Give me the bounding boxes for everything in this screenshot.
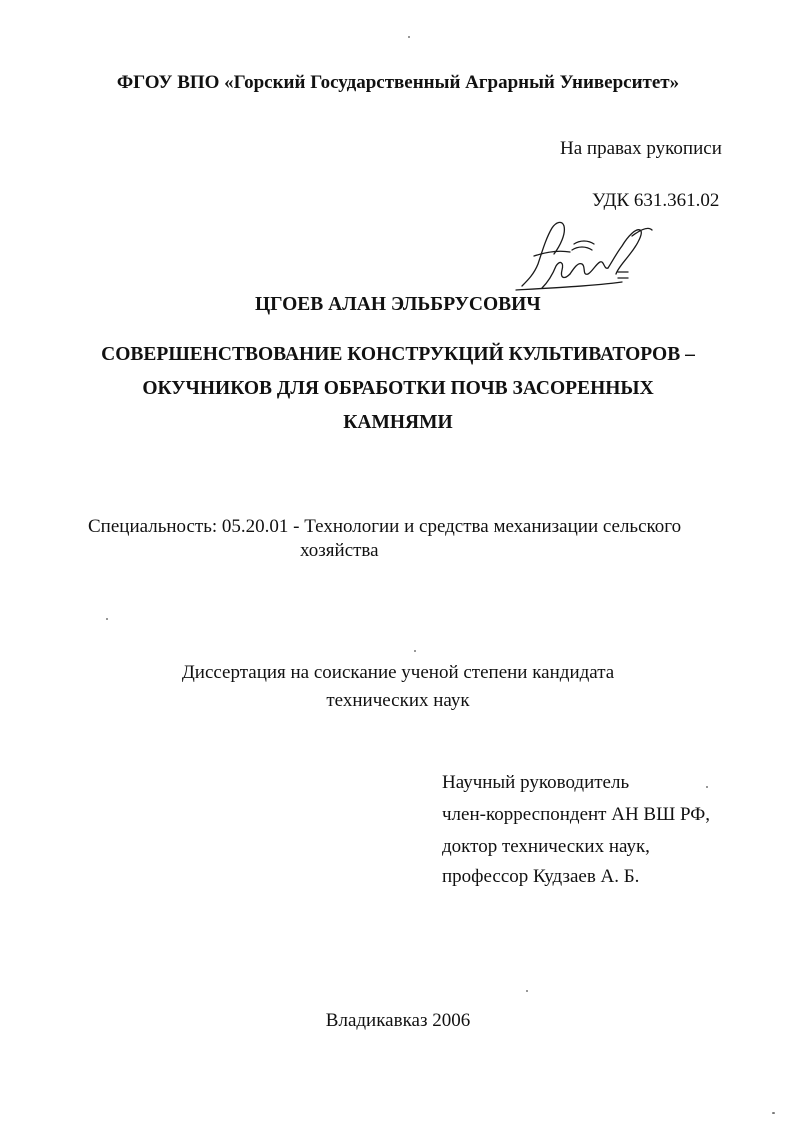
handwritten-signature-icon xyxy=(512,216,662,294)
supervisor-label: Научный руководитель xyxy=(442,772,630,793)
author-name: ЦГОЕВ АЛАН ЭЛЬБРУСОВИЧ xyxy=(255,294,541,315)
place-and-year: Владикавказ 2006 xyxy=(325,1010,471,1031)
udk-code: УДК 631.361.02 xyxy=(592,190,720,211)
scan-speck xyxy=(526,990,528,992)
degree-field: технических наук xyxy=(326,690,470,711)
organization-header: ФГОУ ВПО «Горский Государственный Аграрный Университет» xyxy=(116,72,680,93)
degree-statement: Диссертация на соискание ученой степени кандидата xyxy=(181,662,615,683)
scan-speck xyxy=(414,650,416,652)
rights-notice: На правах рукописи xyxy=(560,138,722,159)
scan-speck xyxy=(772,1112,775,1114)
thesis-title-line: СОВЕРШЕНСТВОВАНИЕ КОНСТРУКЦИЙ КУЛЬТИВАТОРОВ – xyxy=(101,344,695,365)
scan-speck xyxy=(408,36,410,38)
specialty-line-continued: хозяйства xyxy=(300,540,379,561)
supervisor-degree: доктор технических наук, xyxy=(442,836,650,857)
thesis-title-line: ОКУЧНИКОВ ДЛЯ ОБРАБОТКИ ПОЧВ ЗАСОРЕННЫХ xyxy=(142,378,654,399)
supervisor-name: профессор Кудзаев А. Б. xyxy=(442,866,640,887)
thesis-title-line: КАМНЯМИ xyxy=(343,412,453,433)
supervisor-title: член-корреспондент АН ВШ РФ, xyxy=(442,804,711,825)
scan-speck xyxy=(106,618,108,620)
scan-speck xyxy=(706,786,708,788)
specialty-line: Специальность: 05.20.01 - Технологии и средства механизации сельского xyxy=(88,516,682,537)
